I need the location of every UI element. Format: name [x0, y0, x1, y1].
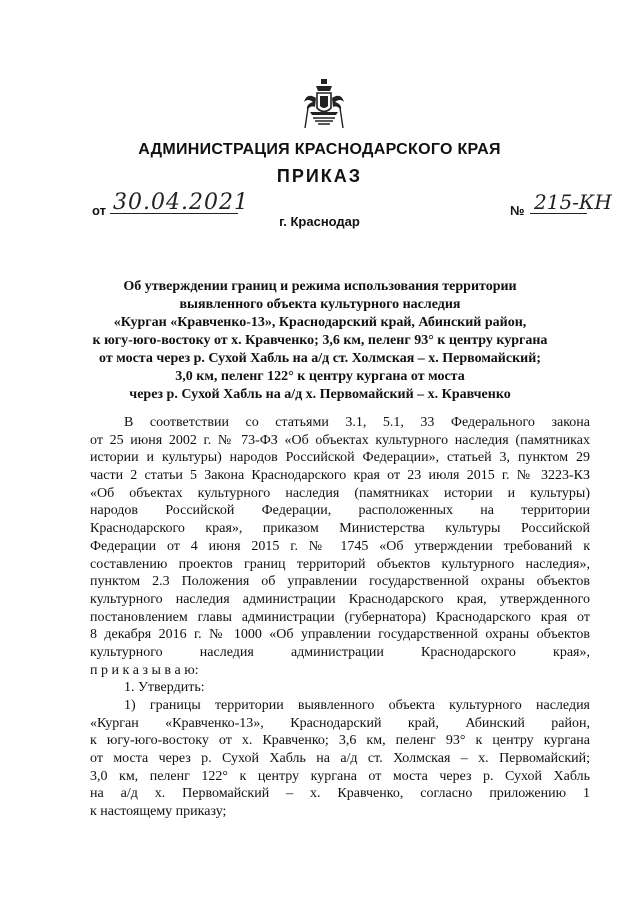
body-line: Краснодарского края», приказом Министерства культуры Российской — [90, 521, 590, 537]
body-line: В соответствии со статьями 3.1, 5.1, 33 Федерального закона — [124, 415, 590, 430]
body-line: на а/д х. Первомайский – х. Кравченко, согласно приложению 1 — [90, 786, 590, 802]
body-line: 8 декабря 2016 г. № 1000 «Об управлении государственной охраны объектов — [90, 627, 590, 643]
body-line: истории и культуры) народов Российской Федерации», статьей 3, пунктом 29 — [90, 450, 590, 466]
body-line: к югу-юго-востоку от х. Кравченко; 3,6 км, пеленг 93° к центру кургана — [90, 733, 590, 749]
body-line: пунктом 2.3 Положения об управлении государственной охраны объектов — [90, 574, 590, 590]
body-line: к настоящему приказу; — [90, 804, 227, 820]
document-body — [90, 414, 590, 821]
document-type: ПРИКАЗ — [276, 166, 363, 186]
title-line: 3,0 км, пеленг 122° к центру кургана от моста — [175, 369, 465, 384]
body-line: 1. Утвердить: — [124, 680, 205, 696]
organization-name: АДМИНИСТРАЦИЯ КРАСНОДАРСКОГО КРАЯ — [138, 141, 501, 158]
title-line: Об утверждении границ и режима использования территории — [123, 279, 517, 294]
body-line: п р и к а з ы в а ю: — [90, 662, 199, 678]
city: г. Краснодар — [279, 214, 360, 229]
body-line: «Курган «Кравченко-13», Краснодарский край, Абинский район, — [90, 715, 590, 731]
title-line: выявленного объекта культурного наследия — [179, 297, 461, 312]
body-line: от 25 июня 2002 г. № 73-ФЗ «Об объектах культурного наследия (памятниках — [90, 432, 590, 448]
body-line: составлению проектов границ территорий объектов культурного наследия», — [90, 556, 590, 572]
number-label: № — [510, 203, 525, 218]
handwritten-number: 215-КН — [534, 190, 612, 214]
body-line: культурного наследия администрации Краснодарского края», — [90, 644, 590, 660]
title-line: к югу-юго-востоку от х. Кравченко; 3,6 км, пеленг 93° к центру кургана — [92, 333, 548, 348]
title-line: «Курган «Кравченко-13», Краснодарский край, Абинский район, — [113, 315, 527, 330]
body-line: части 2 статьи 5 Закона Краснодарского края от 23 июля 2015 г. № 3223-КЗ — [90, 468, 590, 484]
body-line: постановлением главы администрации (губернатора) Краснодарского края от — [90, 609, 590, 625]
title-line: через р. Сухой Хабль на а/д х. Первомайский – х. Кравченко — [129, 387, 511, 402]
body-line: 1) границы территории выявленного объекта культурного наследия — [124, 698, 590, 713]
document-title — [90, 278, 550, 404]
body-line: от моста через р. Сухой Хабль на а/д ст. Холмская – х. Первомайский; — [90, 751, 590, 767]
body-line: народов Российской Федерации, расположенных на территории — [90, 503, 590, 519]
body-line: 3,0 км, пеленг 122° к центру кургана от моста через р. Сухой Хабль — [90, 768, 590, 784]
date-label: от — [92, 203, 106, 218]
handwritten-date: 30.04.2021 — [113, 190, 249, 215]
body-line: культурного наследия администрации Краснодарского края, утвержденного — [90, 591, 590, 607]
body-line: «Об объектах культурного наследия (памятниках истории и культуры) — [90, 485, 590, 501]
body-line: Федерации от 4 июня 2015 г. № 1745 «Об утверждении требований к — [90, 538, 590, 554]
coat-of-arms-icon — [302, 78, 346, 130]
title-line: от моста через р. Сухой Хабль на а/д ст. Холмская – х. Первомайский; — [99, 351, 541, 366]
